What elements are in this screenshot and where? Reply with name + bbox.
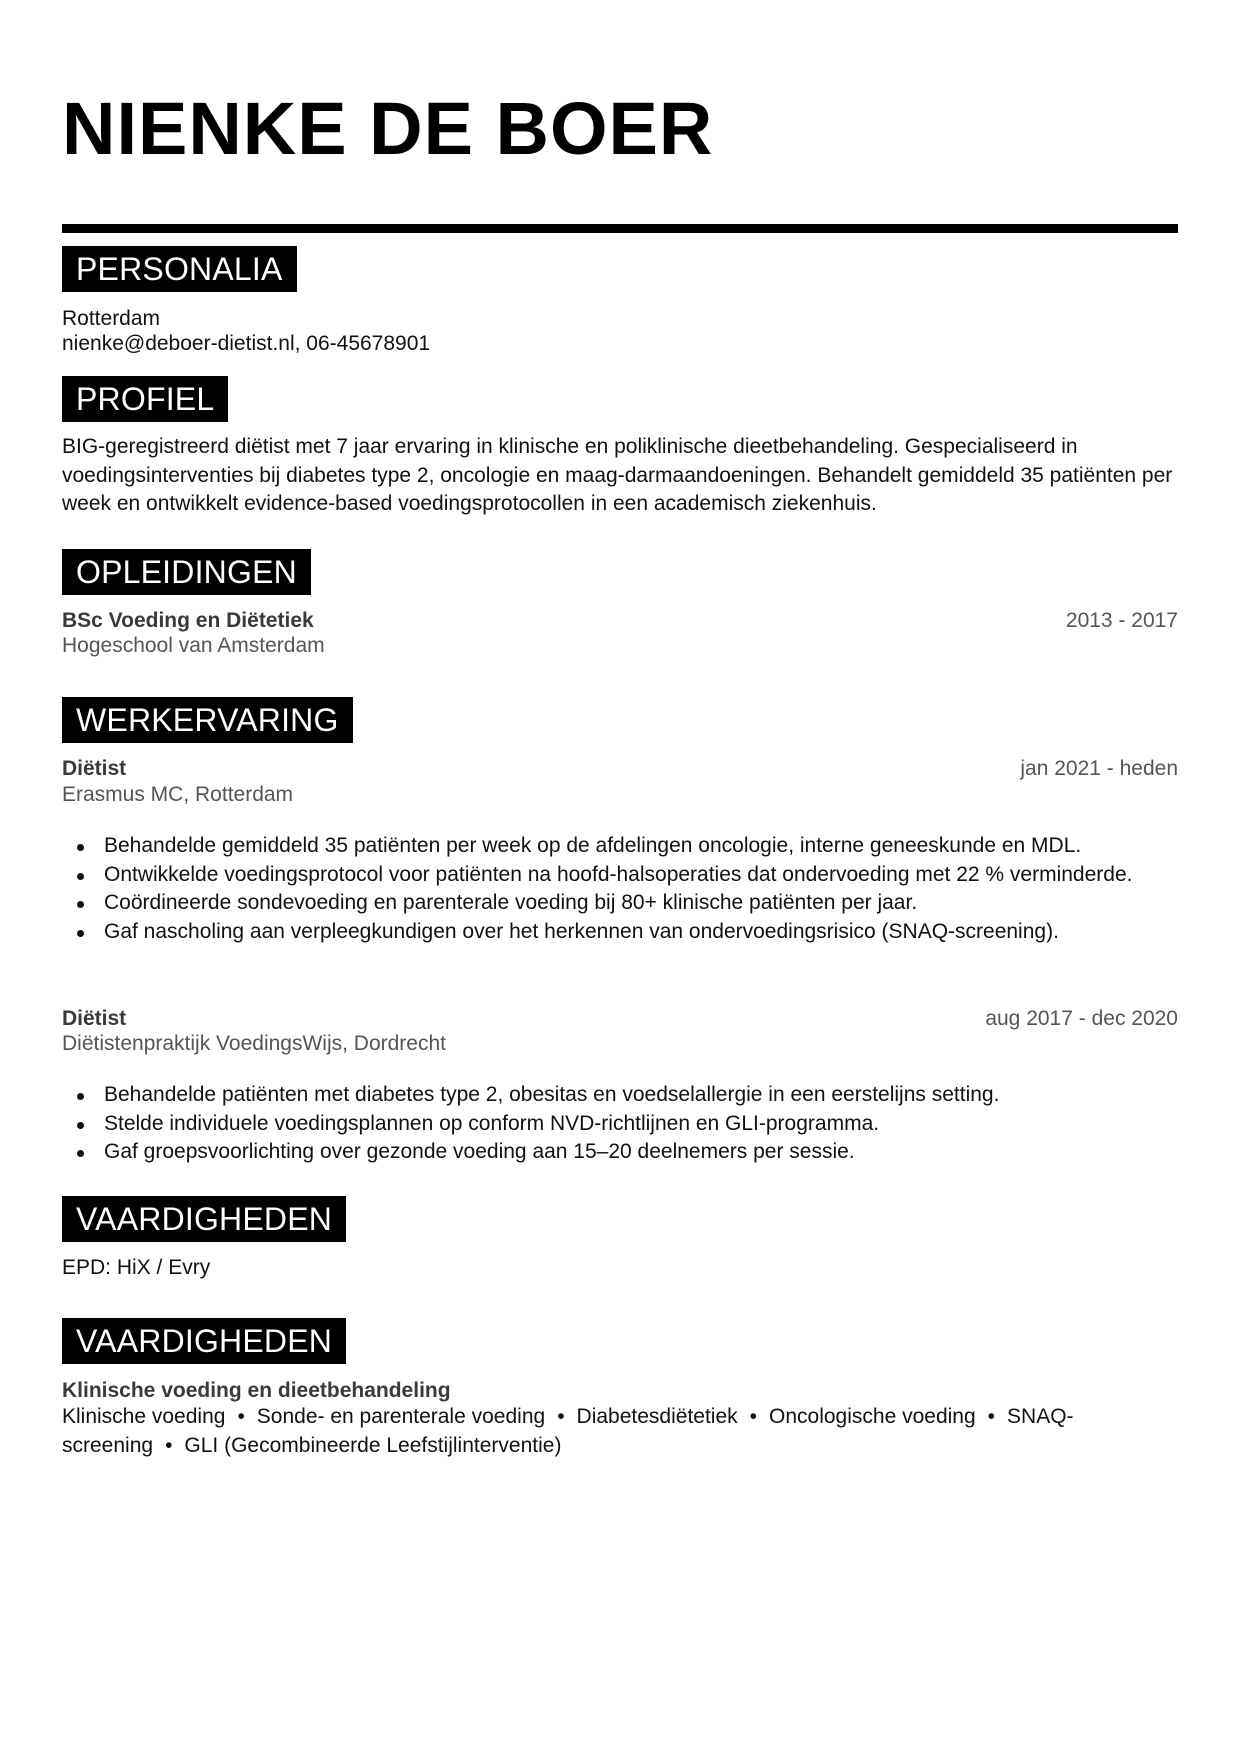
education-period: 2013 - 2017 bbox=[1065, 609, 1178, 632]
section-heading-werkervaring: WERKERVARING bbox=[62, 697, 353, 743]
job-title: Diëtist bbox=[62, 1007, 127, 1030]
job-period: jan 2021 - heden bbox=[1020, 757, 1178, 780]
personalia-city: Rotterdam bbox=[62, 307, 161, 330]
section-heading-vaardigheden: VAARDIGHEDEN bbox=[62, 1196, 346, 1242]
skills-category: Klinische voeding en dieetbehandeling bbox=[62, 1379, 451, 1402]
education-title: BSc Voeding en Diëtetiek bbox=[62, 609, 314, 632]
skill-separator: • bbox=[557, 1405, 565, 1428]
job-bullet-list bbox=[62, 832, 1162, 946]
skill-separator: • bbox=[165, 1433, 173, 1457]
list-item: Behandelde patiënten met diabetes type 2, obesitas en voedselallergie in een eerstelijns setting. bbox=[62, 1081, 1162, 1110]
section-heading-vaardigheden: VAARDIGHEDEN bbox=[62, 1318, 346, 1364]
profile-text: BIG-geregistreerd diëtist met 7 jaar ervaring in klinische en poliklinische dieetbehandeling. Gespecialiseerd in voedingsinterventies bij diabetes type 2, oncologie en maag-darmaandoeningen. Behandelt gemiddeld 35 patiënten per week en ontwikkelt evidence-based voedingsprotocollen in een academisch ziekenhuis. bbox=[62, 435, 1173, 515]
skill-separator: • bbox=[749, 1405, 758, 1428]
skill-separator: • bbox=[237, 1405, 245, 1428]
header-divider bbox=[62, 224, 1178, 233]
list-item: Gaf nascholing aan verpleegkundigen over het herkennen van ondervoedingsrisico (SNAQ-screening). bbox=[62, 918, 1162, 947]
job-title: Diëtist bbox=[62, 757, 127, 780]
list-item: Coördineerde sondevoeding en parenterale voeding bij 80+ klinische patiënten per jaar. bbox=[62, 889, 1162, 918]
list-item: Gaf groepsvoorlichting over gezonde voeding aan 15–20 deelnemers per sessie. bbox=[62, 1138, 1162, 1167]
skill-item: Sonde- en parenterale voeding bbox=[256, 1405, 546, 1428]
section-heading-personalia: PERSONALIA bbox=[62, 246, 297, 292]
job-employer: Erasmus MC, Rotterdam bbox=[62, 783, 294, 806]
job-employer: Diëtistenpraktijk VoedingsWijs, Dordrecht bbox=[62, 1032, 446, 1055]
list-item: Behandelde gemiddeld 35 patiënten per week op de afdelingen oncologie, interne geneeskunde en MDL. bbox=[62, 832, 1162, 861]
section-heading-opleidingen: OPLEIDINGEN bbox=[62, 549, 311, 595]
list-item: Stelde individuele voedingsplannen op conform NVD-richtlijnen en GLI-programma. bbox=[62, 1110, 1162, 1139]
personalia-contact: nienke@deboer-dietist.nl, 06-45678901 bbox=[62, 332, 431, 355]
job-bullet-list bbox=[62, 1081, 1162, 1167]
list-item: Ontwikkelde voedingsprotocol voor patiënten na hoofd-halsoperaties dat ondervoeding met 22 % verminderde. bbox=[62, 861, 1162, 890]
skill-item: Oncologische voeding bbox=[769, 1405, 976, 1428]
candidate-name: NIENKE DE BOER bbox=[62, 87, 714, 170]
section-heading-profiel: PROFIEL bbox=[62, 376, 228, 422]
job-period: aug 2017 - dec 2020 bbox=[985, 1007, 1178, 1030]
skill-item: Klinische voeding bbox=[62, 1405, 226, 1428]
skill-item: GLI (Gecombineerde Leefstijlinterventie) bbox=[184, 1433, 562, 1457]
education-school: Hogeschool van Amsterdam bbox=[62, 634, 325, 657]
skill-item: SNAQ-screening bbox=[62, 1405, 1074, 1457]
skill-item: Diabetesdiëtetiek bbox=[576, 1405, 738, 1428]
skills-epd: EPD: HiX / Evry bbox=[62, 1256, 211, 1279]
skill-separator: • bbox=[987, 1405, 996, 1428]
skills-list bbox=[62, 1403, 1162, 1460]
